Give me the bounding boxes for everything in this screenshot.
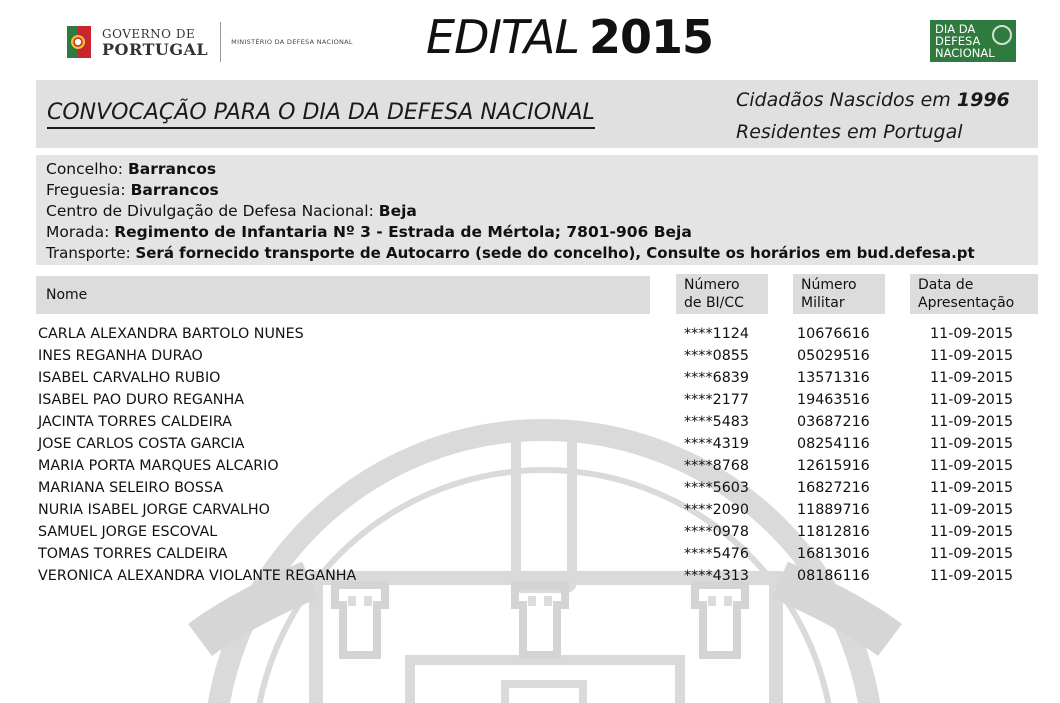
centro-label: Centro de Divulgação de Defesa Nacional: [46,202,374,220]
citizen-bi: ****0855 [684,348,749,364]
table-row [0,370,1060,392]
citizen-bi: ****8768 [684,458,749,474]
citizen-military-number: 16813016 [797,546,870,562]
citizen-bi: ****4313 [684,568,749,584]
presentation-date: 11-09-2015 [930,502,1014,518]
gov-logo-line1: GOVERNO DE [102,27,196,41]
ddn-seal-icon [992,25,1012,45]
citizen-name: MARIA PORTA MARQUES ALCARIO [38,458,279,474]
column-header-bi [676,274,768,314]
column-header-name [36,276,650,314]
citizen-military-number: 11889716 [797,502,870,518]
column-header-mil-line2: Militar [801,295,845,311]
citizen-name: VERONICA ALEXANDRA VIOLANTE REGANHA [38,568,357,584]
citizen-bi: ****2177 [684,392,749,408]
concelho-value: Barrancos [127,160,217,178]
table-header [0,274,1060,318]
born-line [736,84,1010,116]
citizen-name: NURIA ISABEL JORGE CARVALHO [38,502,270,518]
citizen-name: SAMUEL JORGE ESCOVAL [38,524,218,540]
centro-value: Beja [378,202,417,220]
table-row [0,568,1060,590]
citizen-bi: ****1124 [684,326,749,342]
concelho-row [46,159,216,179]
ddn-logo-line1: DIA DA [935,22,976,36]
presentation-date: 11-09-2015 [930,524,1014,540]
transporte-value: Será fornecido transporte de Autocarro (sede do concelho), Consulte os horários em bud.defesa.pt [135,244,975,262]
citizen-military-number: 10676616 [797,326,870,342]
citizen-military-number: 05029516 [797,348,870,364]
presentation-date: 11-09-2015 [930,370,1014,386]
residents-line: Residentes em Portugal [736,121,963,143]
page-header [0,0,1060,78]
morada-value: Regimento de Infantaria Nº 3 - Estrada de Mértola; 7801-906 Beja [114,223,692,241]
presentation-date: 11-09-2015 [930,546,1014,562]
citizen-bi: ****0978 [684,524,749,540]
citizen-military-number: 11812816 [797,524,870,540]
citizen-military-number: 16827216 [797,480,870,496]
presentation-date: 11-09-2015 [930,392,1014,408]
gov-logo-text [102,26,208,58]
citizen-bi: ****5483 [684,414,749,430]
freguesia-label: Freguesia: [46,181,126,199]
ministry-name: MINISTÉRIO DA DEFESA NACIONAL [231,38,353,46]
born-prefix: Cidadãos Nascidos em [736,89,951,111]
table-row [0,392,1060,414]
portugal-flag-icon [64,22,94,62]
citizen-name: MARIANA SELEIRO BOSSA [38,480,224,496]
title-year: 2015 [589,10,714,64]
citizen-military-number: 13571316 [797,370,870,386]
column-header-name-label: Nome [46,287,88,303]
page-title [426,10,713,64]
citizen-bi: ****4319 [684,436,749,452]
table-row [0,348,1060,370]
citizen-bi: ****2090 [684,502,749,518]
table-row [0,414,1060,436]
citizen-bi: ****5603 [684,480,749,496]
table-row [0,436,1060,458]
transporte-label: Transporte: [46,244,131,262]
column-header-date-line1: Data de [918,277,974,293]
presentation-date: 11-09-2015 [930,568,1014,584]
citizen-military-number: 03687216 [797,414,870,430]
table-row [0,458,1060,480]
transporte-row [46,243,975,263]
column-header-bi-line2: de BI/CC [684,295,744,311]
dia-defesa-nacional-logo [930,20,1016,62]
morada-row [46,222,692,242]
column-header-date [910,274,1038,314]
citizen-name: TOMAS TORRES CALDEIRA [38,546,228,562]
presentation-date: 11-09-2015 [930,480,1014,496]
concelho-label: Concelho: [46,160,124,178]
citizen-name: JOSE CARLOS COSTA GARCIA [38,436,245,452]
freguesia-row [46,180,219,200]
centro-row [46,201,417,221]
presentation-date: 11-09-2015 [930,326,1014,342]
location-info-box [36,155,1038,265]
banner-eligibility [736,84,1010,148]
citizen-name: CARLA ALEXANDRA BARTOLO NUNES [38,326,304,342]
born-year: 1996 [956,89,1010,111]
citizen-bi: ****5476 [684,546,749,562]
citizen-name: ISABEL PAO DURO REGANHA [38,392,244,408]
ddn-logo-line3: NACIONAL [935,46,995,60]
logo-divider [220,22,221,62]
citizen-name: ISABEL CARVALHO RUBIO [38,370,221,386]
gov-logo-line2: PORTUGAL [102,40,209,59]
freguesia-value: Barrancos [130,181,219,199]
citizen-military-number: 08186116 [797,568,870,584]
column-header-military [793,274,885,314]
table-row [0,480,1060,502]
ddn-logo-line2: DEFESA [935,34,981,48]
citizen-name: INES REGANHA DURAO [38,348,203,364]
citizen-military-number: 08254116 [797,436,870,452]
presentation-date: 11-09-2015 [930,458,1014,474]
presentation-date: 11-09-2015 [930,436,1014,452]
citizen-name: JACINTA TORRES CALDEIRA [38,414,232,430]
morada-label: Morada: [46,223,110,241]
table-row [0,502,1060,524]
citizen-military-number: 12615916 [797,458,870,474]
title-word: EDITAL [426,10,580,64]
column-header-mil-line1: Número [801,277,857,293]
table-row [0,546,1060,568]
table-row [0,326,1060,348]
citizen-bi: ****6839 [684,370,749,386]
convocation-banner [36,80,1038,148]
presentation-date: 11-09-2015 [930,414,1014,430]
citizen-military-number: 19463516 [797,392,870,408]
column-header-bi-line1: Número [684,277,740,293]
banner-title: CONVOCAÇÃO PARA O DIA DA DEFESA NACIONAL [47,100,595,129]
table-row [0,524,1060,546]
presentation-date: 11-09-2015 [930,348,1014,364]
government-logo [64,22,353,62]
column-header-date-line2: Apresentação [918,295,1015,311]
